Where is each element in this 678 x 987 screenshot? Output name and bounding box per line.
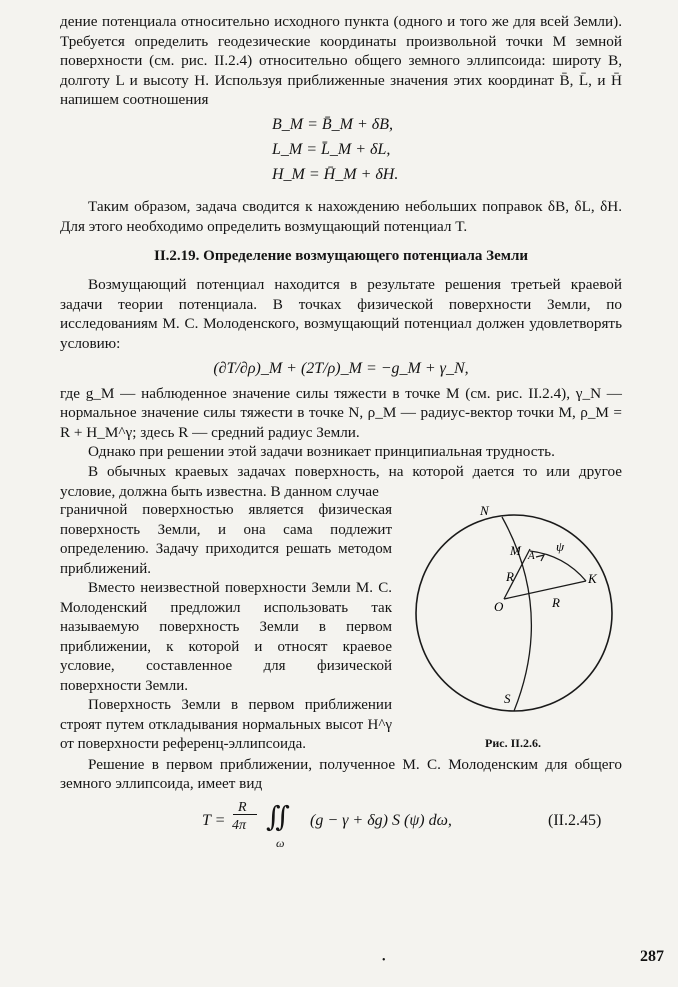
- formula-body: (g − γ + δg) S (ψ) dω,: [310, 811, 452, 829]
- label-m: M: [510, 543, 521, 559]
- formula-numerator: R: [238, 799, 247, 815]
- formula-domain: ω: [276, 835, 285, 850]
- paragraph-3: Однако при решении этой задачи возникает принципиальная трудность.: [88, 443, 555, 461]
- formula-number: (II.2.45): [548, 811, 602, 829]
- arc-m-k: [530, 551, 586, 581]
- paragraph-2: где g_M — наблюденное значение силы тяжести в точке M (см. рис. II.2.4), γ_N — нормальное значение силы тяжести в точке N, ρ_M — радиус-вектор точки M, ρ_M = R + H_M^γ; здесь R — средний радиус Земли.: [60, 384, 622, 441]
- equation-b-text: B_M = B̄_M + δB,: [272, 115, 394, 133]
- text-figure-wrap: [60, 501, 622, 755]
- equation-l: [60, 141, 622, 166]
- equation-h: [60, 166, 622, 191]
- radius-to-k: [504, 581, 586, 599]
- label-k: K: [588, 571, 597, 587]
- figure-ii-2-6: [404, 501, 622, 755]
- formula-ii-2-45: [60, 794, 622, 856]
- equation-l-text: L_M = L̄_M + δL,: [272, 140, 391, 158]
- page-number: 287: [640, 948, 664, 965]
- intro-paragraph: дение потенциала относительно исходного пункта (одного и того же для всей Земли). Требуется определить геодезические координаты произвольной точки M земной поверхности (см. рис. II.2.4) относительно общего земного эллипсоида: широту B, долготу L и высоту H. Используя приближенные значения этих координат B̄, L̄, и H̄ напишем соотношения: [60, 13, 622, 109]
- paragraph-conclusion: Таким образом, задача сводится к нахождению небольших поправок δB, δL, δH. Для этого необходимо определить возмущающий потенциал T.: [60, 197, 622, 235]
- label-o: O: [494, 599, 504, 615]
- paragraph-1: Возмущающий потенциал находится в результате решения третьей краевой задачи теории потенциала. В точках физической поверхности Земли, по исследованиям М. С. Молоденского, возмущающий потенциал должен удовлетворять условию:: [60, 276, 622, 352]
- label-s: S: [504, 691, 511, 707]
- angle-psi-mark: [536, 555, 544, 561]
- section-heading: II.2.19. Определение возмущающего потенциала Земли: [153, 248, 528, 265]
- boundary-condition: (∂T/∂ρ)_M + (2T/ρ)_M = −g_M + γ_N,: [213, 359, 469, 377]
- label-a: A: [528, 550, 535, 563]
- formula-lhs: T =: [202, 811, 226, 829]
- paragraph-4: В обычных краевых задачах поверхность, на которой дается то или другое условие, должна быть известна. В данном случае: [60, 462, 622, 500]
- page-content: [60, 12, 622, 856]
- paragraph-4-continued: граничной поверхностью является физическая поверхность Земли, и она сама подлежит определению. Задачу приходится решать методом приближений.: [60, 502, 392, 577]
- label-psi: ψ: [556, 539, 565, 555]
- formula-integral: ∬: [266, 801, 290, 833]
- wrapped-text: [60, 501, 392, 755]
- paragraph-7: Решение в первом приближении, полученное М. С. Молоденским для общего земного эллипсоида, имеет вид: [60, 755, 622, 793]
- label-r-horizontal: R: [552, 595, 560, 611]
- formula-denominator: 4π: [232, 817, 247, 833]
- paragraph-5: Вместо неизвестной поверхности Земли М. С. Молоденский предложил использовать так называемую поверхность Земли в первом приближении, к которой и относят краевое условие, составленное для физической поверхности Земли.: [60, 580, 392, 694]
- label-r-vertical: R: [506, 569, 514, 585]
- equation-h-text: H_M = H̄_M + δH.: [272, 165, 399, 183]
- label-n: N: [480, 503, 489, 519]
- equation-b: [60, 116, 622, 141]
- paragraph-6: Поверхность Земли в первом приближении строят путем откладывания нормальных высот H^γ от поверхности референц-эллипсоида.: [60, 697, 392, 753]
- dot-mark: •: [382, 955, 386, 966]
- sphere-diagram: [404, 501, 622, 729]
- figure-caption: Рис. II.2.6.: [485, 736, 541, 751]
